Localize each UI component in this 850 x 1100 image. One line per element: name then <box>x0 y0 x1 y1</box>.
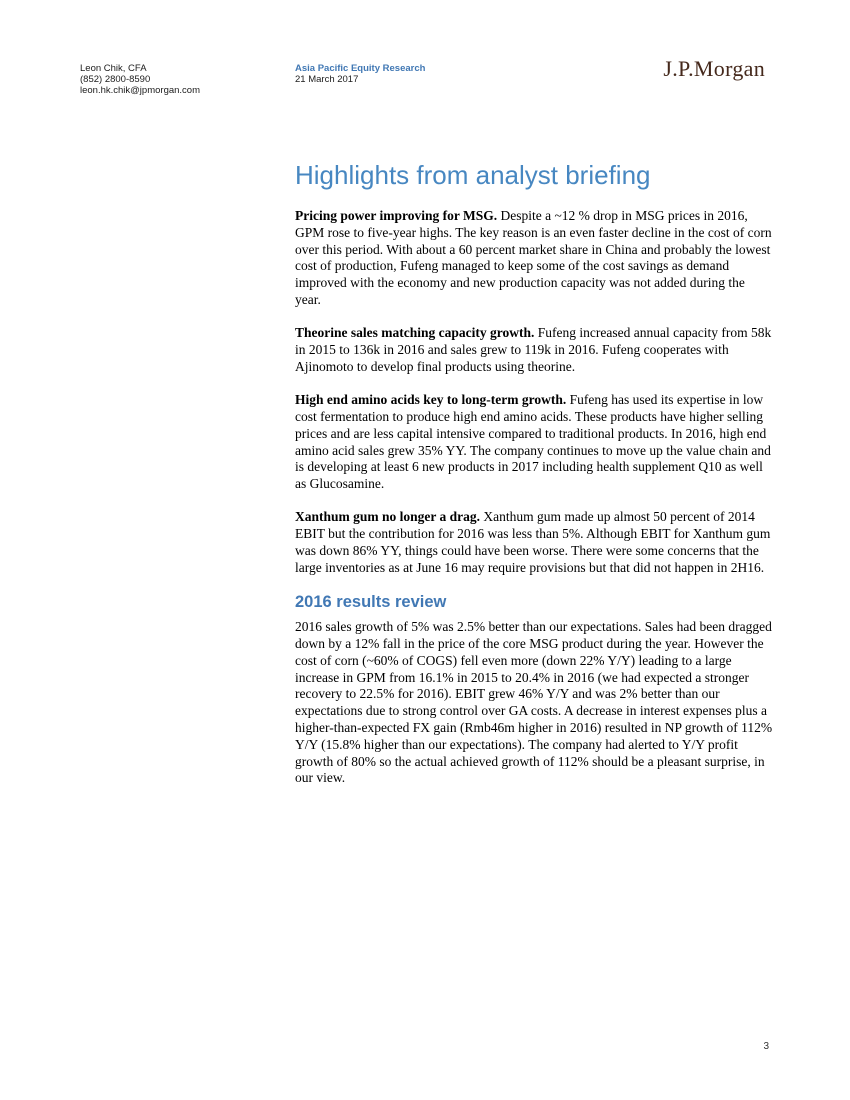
page-number: 3 <box>763 1041 769 1052</box>
paragraph-theorine-sales <box>295 325 774 375</box>
paragraph-pricing-power <box>295 208 774 309</box>
analyst-name: Leon Chik, CFA <box>80 63 147 74</box>
paragraph-lead: Pricing power improving for MSG. <box>295 208 498 223</box>
report-body <box>295 160 774 804</box>
analyst-phone: (852) 2800-8590 <box>80 74 151 85</box>
paragraph-text: Despite a ~12 % drop in MSG prices in 2016, GPM rose to five-year highs. The key reason is an even faster decline in the cost of corn over this period. With about a 60 percent market share in China and probably the lowest cost of production, Fufeng managed to keep some of the cost savings as demand improved with the economy and new production capacity was not added during the year. <box>295 208 772 307</box>
paragraph-text: Xanthum gum made up almost 50 percent of 2014 EBIT but the contribution for 2016 was less than 5%. Although EBIT for Xanthum gum was down 86% YY, things could have been worse. There were some concerns that the large inventories as at June 16 may require provisions but that did not happen in 2H16. <box>295 509 771 575</box>
paragraph-lead: Theorine sales matching capacity growth. <box>295 325 535 341</box>
paragraph-lead: Xanthum gum no longer a drag. <box>295 509 481 525</box>
page-title: Highlights from analyst briefing <box>295 160 651 190</box>
report-date: 21 March 2017 <box>295 74 359 85</box>
paragraph-text: Fufeng has used its expertise in low cost fermentation to produce high end amino acids. These products have higher selling prices and are less capital intensive compared to traditional products. In 2016, high end amino acid sales grew 35% YY. The company continues to move up the value chain and is developing at least 6 new products in 2017 including health supplement Q10 as well as Glucosamine. <box>295 392 771 492</box>
paragraph-text: 2016 sales growth of 5% was 2.5% better than our expectations. Sales had been dragged down by a 12% fall in the price of the core MSG product during the year. However the cost of corn (~60% of COGS) fell even more (down 22% Y/Y) leading to a large increase in GPM from 16.1% in 2015 to 20.4% in 2016 (we had expected a stronger recovery to 22.5% for 2016). EBIT grew 46% Y/Y and was 2% better than our expectations due to strong control over GA costs. A decrease in interest expenses plus a higher-than-expected FX gain (Rmb46m higher in 2016) resulted in NP growth of 112% Y/Y (15.8% higher than our expectations). The company had alerted to Y/Y profit growth of 80% so the actual achieved growth of 112% should be a pleasant surprise, in our view. <box>295 619 773 786</box>
jpmorgan-logo: J.P.Morgan <box>663 56 765 81</box>
paragraph-lead: High end amino acids key to long-term growth. <box>295 392 567 408</box>
paragraph-results-review <box>295 619 774 787</box>
paragraph-text: Fufeng increased annual capacity from 58k in 2015 to 136k in 2016 and sales grew to 119k in 2016. Fufeng cooperates with Ajinomoto to develop final products using theorine. <box>295 325 772 374</box>
analyst-contact-block <box>80 63 200 96</box>
research-division-block <box>295 63 425 85</box>
section-heading-2016-results: 2016 results review <box>295 593 447 612</box>
analyst-email[interactable]: leon.hk.chik@jpmorgan.com <box>80 85 201 96</box>
division-name: Asia Pacific Equity Research <box>295 63 426 74</box>
paragraph-amino-acids <box>295 392 774 493</box>
paragraph-xanthum-gum <box>295 509 774 576</box>
